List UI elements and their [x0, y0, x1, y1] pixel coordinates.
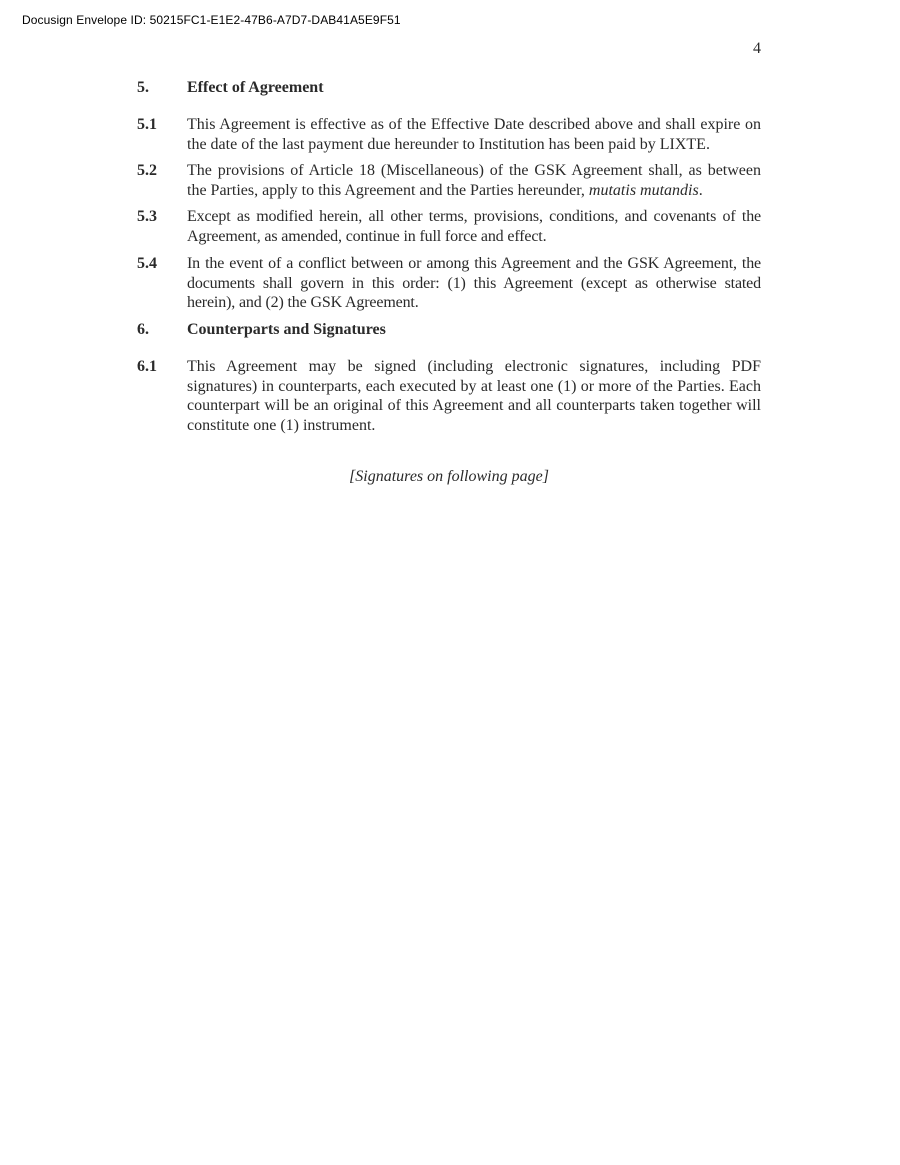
- clause-text: This Agreement is effective as of the Effective Date described above and shall expire on the date of the last payment due hereunder to Institution has been paid by LIXTE.: [187, 116, 761, 153]
- clause-text-main: The provisions of Article 18 (Miscellaneous) of the GSK Agreement shall, as between the Parties, apply to this Agreement and the Parties hereunder,: [187, 162, 761, 199]
- clause-number: 5.2: [137, 162, 157, 179]
- clause-text-italic: mutatis mutandis: [588, 181, 699, 199]
- clause-number: 5.1: [137, 116, 157, 133]
- page-number: 4: [753, 40, 761, 57]
- clause: [137, 115, 761, 154]
- section-title: Effect of Agreement: [187, 79, 324, 96]
- clause: [137, 254, 761, 313]
- clause: [137, 357, 761, 435]
- clause-text: In the event of a conflict between or among this Agreement and the GSK Agreement, the documents shall govern in this order: (1) this Agreement (except as otherwise stated herein), and (2) the GSK Agreement.: [187, 255, 761, 311]
- clause-number: 5.4: [137, 255, 157, 272]
- clause-number: 6.1: [137, 358, 157, 375]
- section-heading: [137, 320, 761, 340]
- section-title: Counterparts and Signatures: [187, 321, 386, 338]
- envelope-id: Docusign Envelope ID: 50215FC1-E1E2-47B6-A7D7-DAB41A5E9F51: [22, 13, 401, 27]
- clause: [137, 207, 761, 246]
- clause-number: 5.3: [137, 208, 157, 225]
- clause-text: [187, 161, 761, 200]
- clause-text-end: .: [698, 181, 703, 199]
- section-number: 6.: [137, 321, 149, 338]
- section-number: 5.: [137, 79, 149, 96]
- clause-text: This Agreement may be signed (including electronic signatures, including PDF signatures) in counterparts, each executed by at least one (1) or more of the Parties. Each counterpart will be an original of this Agreement and all counterparts taken together will constitute one (1) instrument.: [187, 358, 761, 434]
- signatures-note: [Signatures on following page]: [349, 468, 549, 485]
- section-heading: [137, 78, 761, 98]
- clause: [137, 161, 761, 200]
- clause-text: Except as modified herein, all other terms, provisions, conditions, and covenants of the Agreement, as amended, continue in full force and effect.: [187, 208, 761, 245]
